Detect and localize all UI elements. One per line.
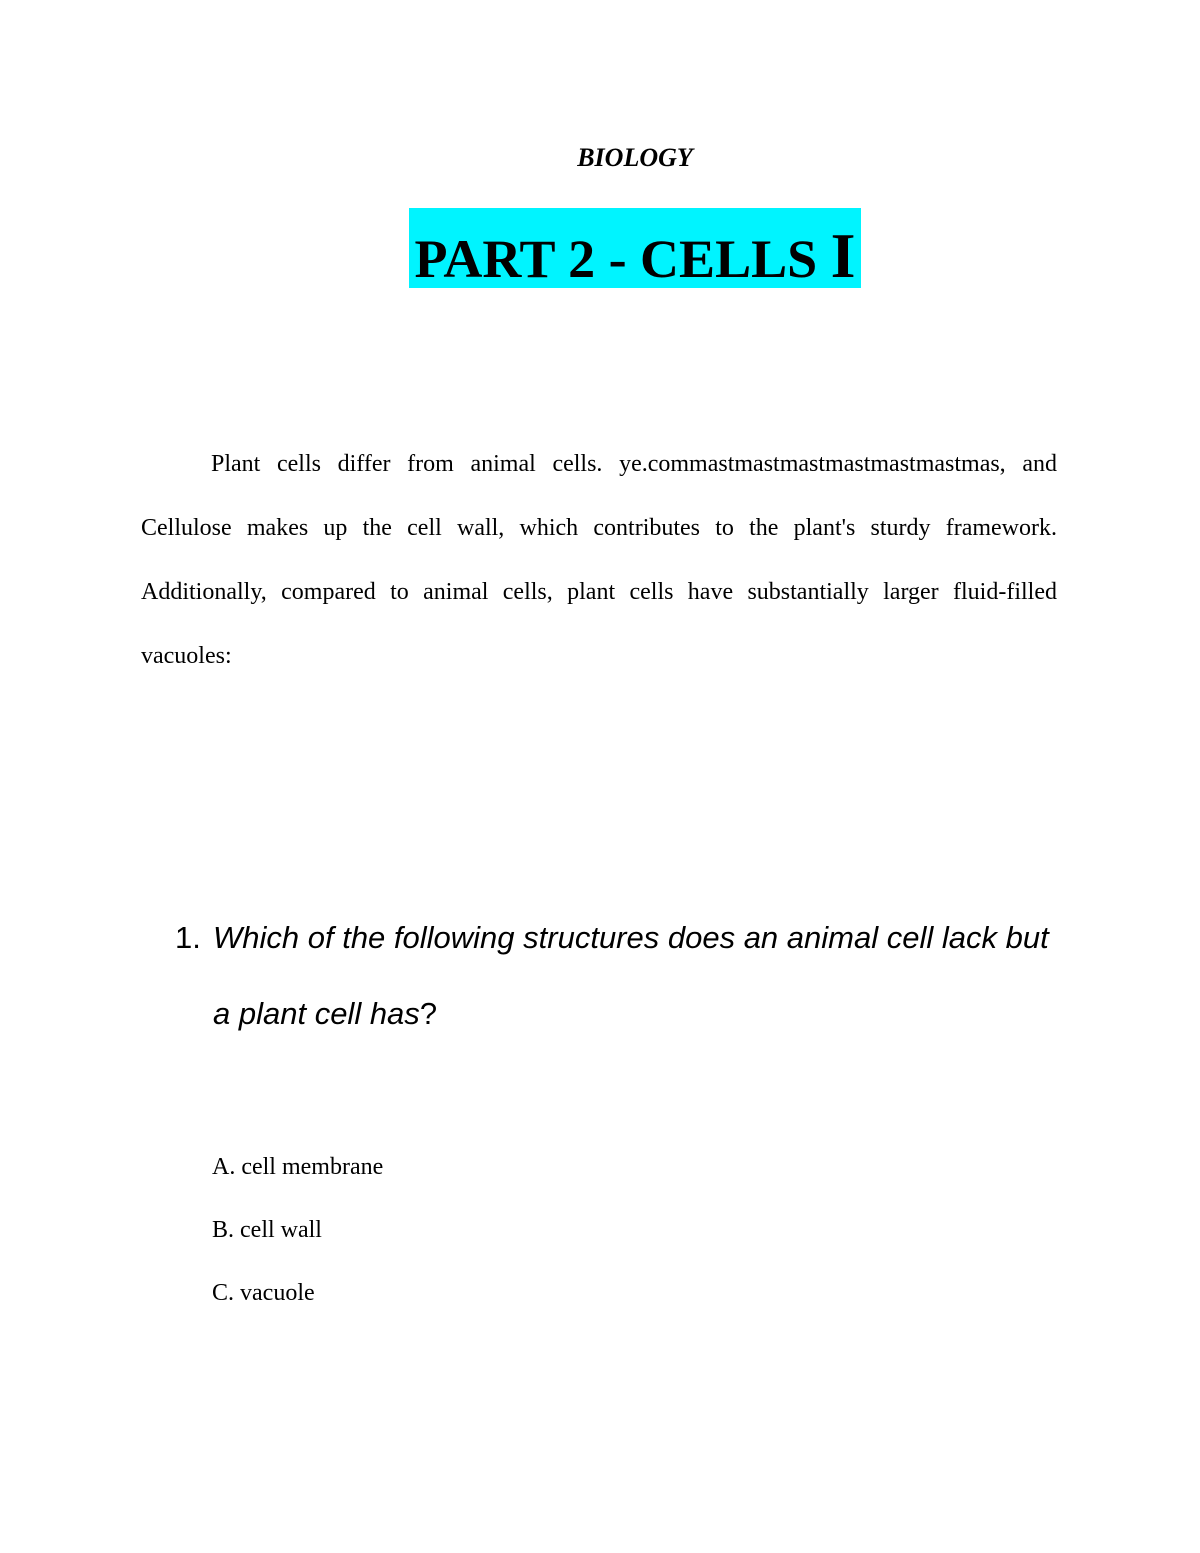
question-number: 1. xyxy=(175,920,201,955)
page-title xyxy=(409,208,861,291)
subject-heading: BIOLOGY xyxy=(577,143,693,172)
title-main: PART 2 - CELLS xyxy=(414,229,831,289)
option-b: B. cell wall xyxy=(212,1217,322,1243)
intro-paragraph: Plant cells differ from animal cells. ye.commastmastmastmastmastmastmas, and Cellulose makes up the cell wall, which contributes to the plant's sturdy framework. Additionally, compared to animal cells, plant cells have substantially larger fluid-filled vacuoles: xyxy=(141,451,1057,669)
question-mark: ? xyxy=(419,996,438,1031)
title-numeral: I xyxy=(830,220,856,291)
question-text-italic: Which of the following structures does an animal cell lack but a plant cell has xyxy=(213,920,1049,1031)
question-1 xyxy=(175,900,1075,1052)
option-a: A. cell membrane xyxy=(212,1154,384,1180)
option-c: C. vacuole xyxy=(212,1280,315,1306)
question-text xyxy=(175,900,1063,1052)
answer-options xyxy=(212,1135,383,1324)
title-highlight xyxy=(409,208,861,291)
